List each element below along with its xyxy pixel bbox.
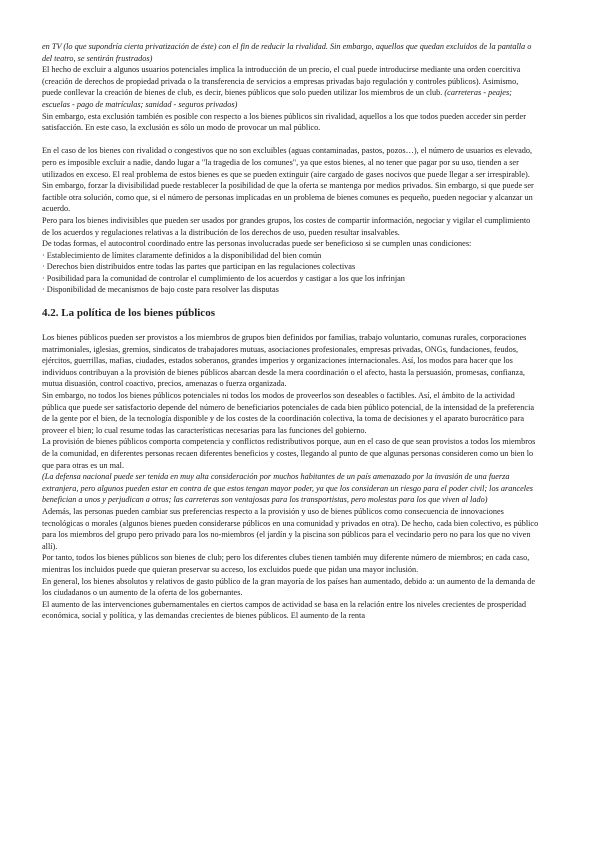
- paragraph-7: Los bienes públicos pueden ser provistos a los miembros de grupos bien definidos por familias, trabajo voluntario, comunas rurales, corporaciones matrimoniales, iglesias, gremios, sindicatos de trabajadores mutuas, asociaciones profesionales, empresas privadas, ONGs, fundaciones, feudos, ejércitos, guerrillas, mafias, ciudades, estados soberanos, grandes imperios y organizaciones internacionales. Así, los modos para hacer que los individuos contribuyan a la provisión de bienes públicos abarcan desde la mera coordinación o el afecto, hasta la persuasión, promesas, confianza, mutua disuasión, control coactivo, precios, amenazas o fuerza organizada.: [42, 333, 527, 389]
- paragraph-6: De todas formas, el autocontrol coordinado entre las personas involucradas puede ser beneficioso si se cumplen unas condiciones:: [42, 239, 472, 249]
- paragraph-2-text: El hecho de excluir a algunos usuarios potenciales implica la introducción de un precio, el cual puede introducirse mediante una orden coercitiva (creación de derechos de propiedad privada o la transferencia de servicios a empresas privadas bajo regulación y controles públicos). Asimismo, puede conllevar la creación de bienes de club, es decir, bienes públicos que solo pueden utilizar los miembros de un club.: [42, 65, 521, 98]
- paragraph-12: Por tanto, todos los bienes públicos son bienes de club; pero los diferentes clubes tienen también muy diferente número de miembros; en cada caso, mientras los incluidos puede que quieran preservar su acceso, los excluidos puede que pidan una mayor inclusión.: [42, 553, 530, 574]
- paragraph-4: En el caso de los bienes con rivalidad o congestivos que no son excluibles (aguas contaminadas, pastos, pozos…), el número de usuarios es elevado, pero es imposible excluir a nadie, dando lugar a "la tragedia de los comunes", ya que estos bienes, al no tener que pagar por su uso, tienden a ser utilizados en exceso. El real problema de estos bienes es que se pueden extinguir (aire cargado de gases nocivos que puede llegar a ser irrespirable). Sin embargo, forzar la divisibilidad puede restablecer la posibilidad de que la oferta se mantenga por medios privados. Sin embargo, si que puede ser factible otra solución, como que, si el número de personas implicadas en un problema de bienes comunes es pequeño, pueden negociar y alcanzar un acuerdo.: [42, 146, 534, 214]
- paragraph-3: Sin embargo, esta exclusión también es posible con respecto a los bienes públicos sin rivalidad, aquellos a los que todos pueden acceder sin perder satisfacción. En este caso, la exclusión es sólo un modo de provocar un mal público.: [42, 111, 526, 133]
- paragraph-11: Además, las personas pueden cambiar sus preferencias respecto a la provisión y uso de bienes públicos como consecuencia de innovaciones tecnológicas o morales (algunos bienes pueden considerarse públicos en una comunidad y privados en otra). De hecho, cada bien colectivo, es público para los miembros del grupo pero privado para los no-miembros (el jardín y la piscina son públicos para el vecindario pero no para los que no viven allí).: [42, 506, 539, 551]
- club-examples: (carreteras - peajes; escuelas - pago de matrículas; sanidad - seguros privados): [42, 88, 512, 109]
- paragraph-2: [42, 64, 540, 110]
- paragraph-8: Sin embargo, no todos los bienes públicos potenciales ni todos los modos de proveerlos son deseables o factibles. Así, el ámbito de la actividad pública que puede ser satisfactorio depende del número de beneficiarios potenciales de cada bien público potencial, de la intensidad de la preferencia de la gente por el bien, de la tecnología disponible y de los costes de la coordinación colectiva, la toma de decisiones y el aparato burocrático para proveer el bien; lo cual resume todas las características necesarias para las funciones del gobierno.: [42, 391, 535, 435]
- condition-item-1: · Establecimiento de límites claramente definidos a la disponibilidad del bien común: [42, 250, 322, 260]
- paragraph-1: en TV (lo que supondría cierta privatización de éste) con el fin de reducir la rivalidad. Sin embargo, aquellos que quedan excluidos de la pantalla o del teatro, se sentirán frustrados): [42, 42, 532, 63]
- paragraph-9: La provisión de bienes públicos comporta competencia y conflictos redistributivos porque, aun en el caso de que sean provistos a todos los miembros de la comunidad, en diferentes personas recaen diferentes beneficios y costes, llegando al punto de que algunas personas consideren como un bien lo que para otras es un mal.: [42, 437, 536, 470]
- section-heading: 4.2. La política de los bienes públicos: [42, 307, 215, 320]
- condition-item-3: · Posibilidad para la comunidad de controlar el cumplimiento de los acuerdos y castigar a los que los infrinjan: [42, 273, 405, 283]
- spacer: [42, 134, 540, 146]
- condition-item-4: · Disponibilidad de mecanismos de bajo coste para resolver las disputas: [42, 285, 279, 295]
- paragraph-13: En general, los bienes absolutos y relativos de gasto público de la gran mayoría de los países han aumentado, debido a: un aumento de la demanda de los ciudadanos o un aumento de la oferta de los gobernantes.: [42, 576, 536, 598]
- paragraph-5: Pero para los bienes indivisibles que pueden ser usados por grandes grupos, los costes de compartir información, negociar y vigilar el cumplimiento de los acuerdos y regulaciones relativas a la distribución de los derechos de uso, pueden resultar insalvables.: [42, 215, 531, 237]
- condition-item-2: · Derechos bien distribuidos entre todas las partes que participan en las regulaciones colectivas: [42, 262, 356, 272]
- paragraph-10: (La defensa nacional puede ser tenida en muy alta consideración por muchos habitantes de un país amenazado por la invasión de una fuerza extranjera, pero algunos pueden estar en contra de que estos tengan mayor poder, ya que los consideran un riesgo para el poder civil; los aranceles benefician a unos y perjudican a otros; las carreteras son ventajosas para los transportistas, pero molestas para los que viven al lado): [42, 472, 533, 505]
- paragraph-14: El aumento de las intervenciones gubernamentales en ciertos campos de actividad se basa en la relación entre los niveles crecientes de prosperidad económica, social y política, y las demandas crecientes de bienes públicos. El aumento de la renta: [42, 599, 527, 621]
